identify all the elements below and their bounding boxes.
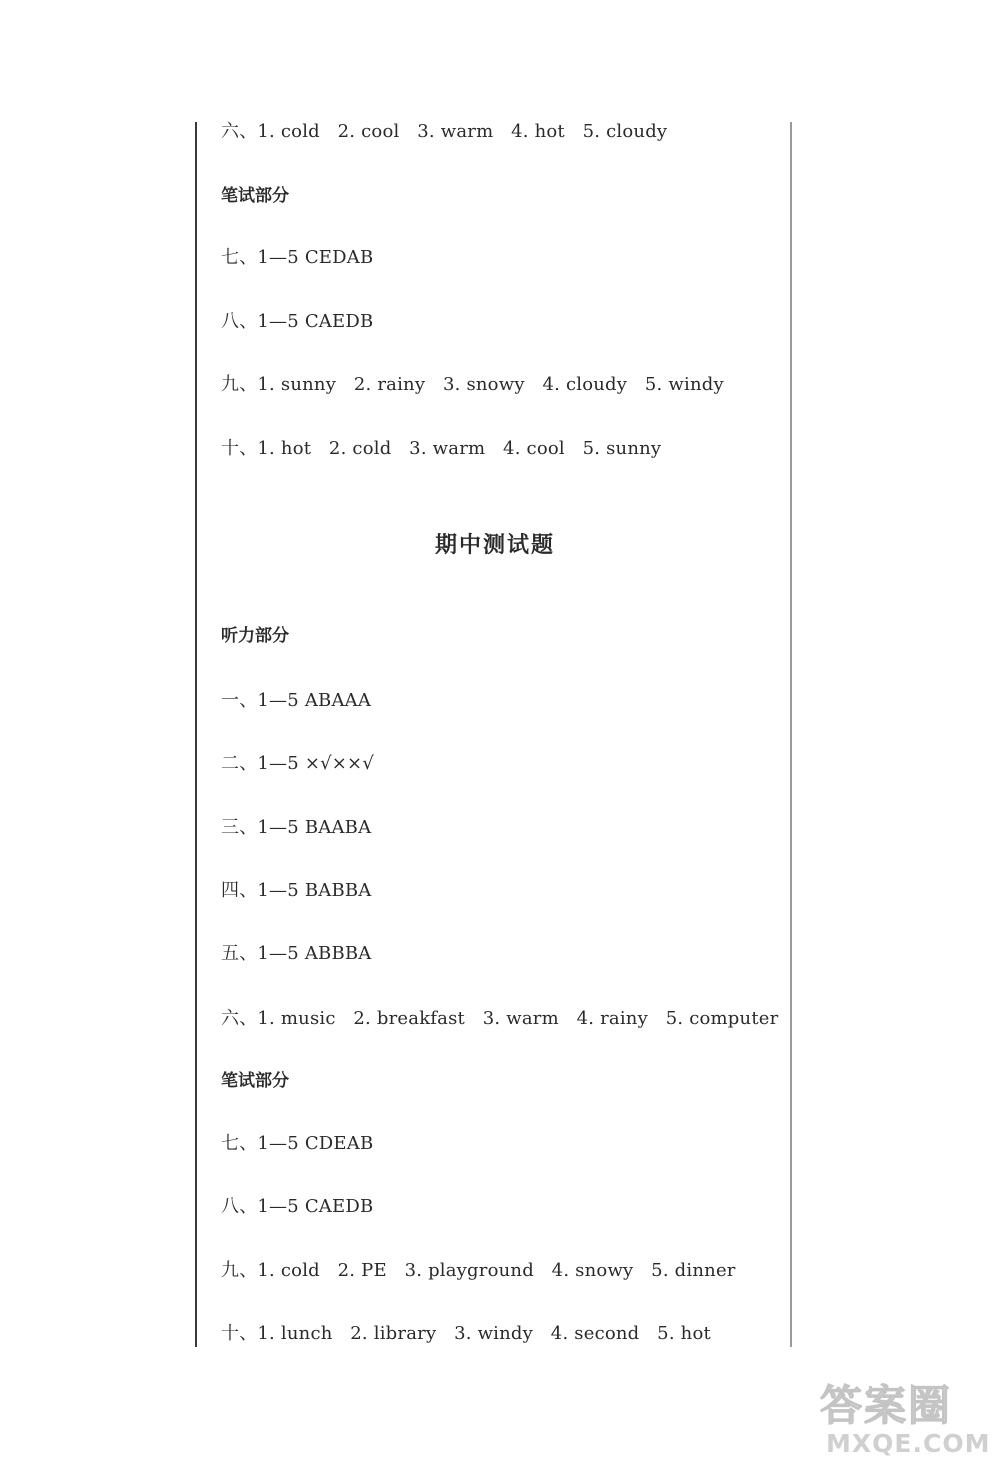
- midterm-title: 期中测试题: [434, 533, 555, 558]
- listening-section-heading: 听力部分: [221, 626, 289, 646]
- midterm-written-heading: 笔试部分: [221, 1071, 289, 1091]
- watermark-logo: 答案圈: [820, 1381, 953, 1430]
- answer-line-7: 七、1—5 CEDAB: [221, 247, 374, 268]
- answer-line-10: 十、1. hot 2. cold 3. warm 4. cool 5. sunny: [221, 438, 662, 459]
- midterm-line-7: 七、1—5 CDEAB: [221, 1133, 374, 1154]
- midterm-line-6: 六、1. music 2. breakfast 3. warm 4. rainy 5. computer: [221, 1008, 779, 1029]
- answer-line-6: 六、1. cold 2. cool 3. warm 4. hot 5. cloudy: [221, 121, 668, 142]
- written-section-heading: 笔试部分: [221, 186, 289, 206]
- midterm-line-8: 八、1—5 CAEDB: [221, 1196, 374, 1217]
- midterm-line-5: 五、1—5 ABBBA: [221, 943, 372, 964]
- midterm-line-4: 四、1—5 BABBA: [221, 880, 372, 901]
- answer-line-9: 九、1. sunny 2. rainy 3. snowy 4. cloudy 5. windy: [221, 374, 724, 395]
- midterm-line-10: 十、1. lunch 2. library 3. windy 4. second 5. hot: [221, 1323, 711, 1344]
- midterm-line-1: 一、1—5 ABAAA: [221, 690, 372, 711]
- site-watermark: [820, 1382, 990, 1462]
- right-margin-rule: [790, 122, 792, 1347]
- left-margin-rule: [195, 122, 197, 1347]
- watermark-url: MXQE.COM: [826, 1429, 991, 1458]
- answer-line-8: 八、1—5 CAEDB: [221, 311, 374, 332]
- midterm-line-9: 九、1. cold 2. PE 3. playground 4. snowy 5. dinner: [221, 1260, 736, 1281]
- midterm-line-3: 三、1—5 BAABA: [221, 817, 372, 838]
- midterm-line-2: 二、1—5 ×√××√: [221, 753, 375, 774]
